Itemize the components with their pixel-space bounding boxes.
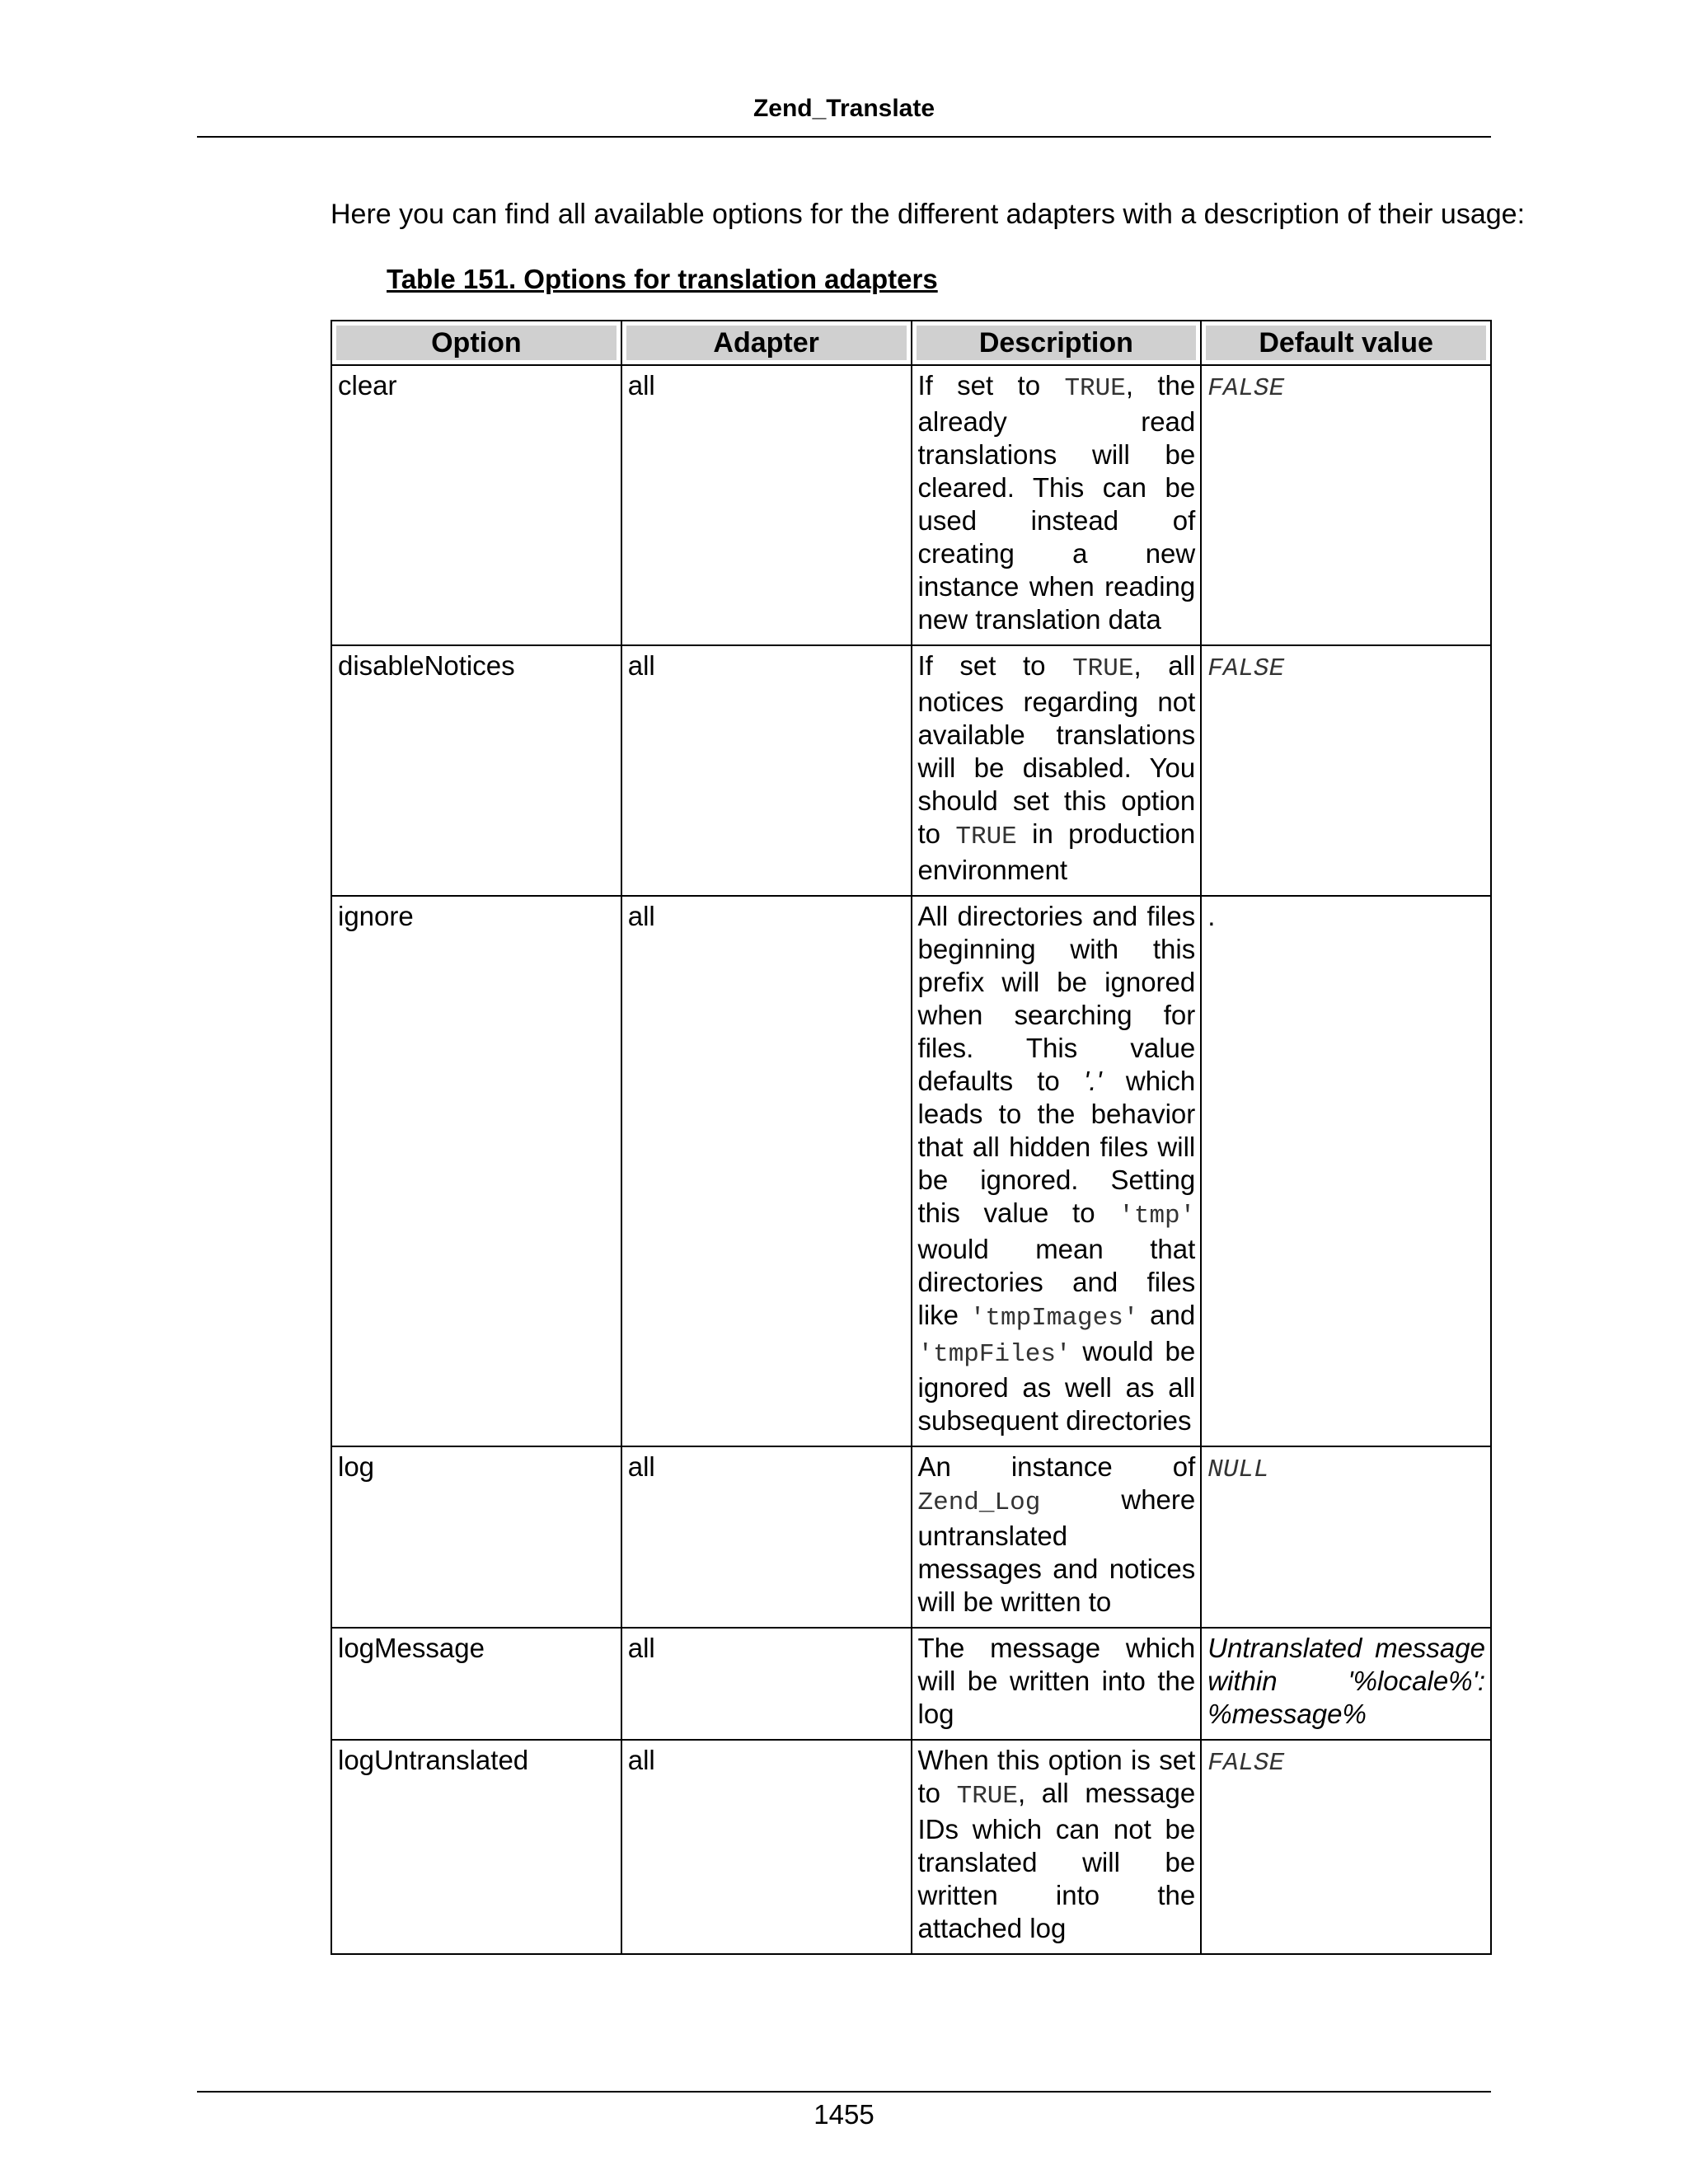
default-value-cell: .: [1201, 896, 1491, 1446]
option-cell: ignore: [331, 896, 621, 1446]
default-value-cell: NULL: [1201, 1446, 1491, 1628]
intro-paragraph: Here you can find all available options for the different adapters with a description of their usage:: [331, 199, 1526, 230]
description-cell: If set to TRUE, all notices regarding not available translations will be disabled. You should set this option to TRUE in production environment: [912, 645, 1202, 896]
table-row: [331, 365, 1491, 645]
description-cell: The message which will be written into the log: [912, 1628, 1202, 1740]
adapter-cell: all: [621, 365, 912, 645]
description-cell: All directories and files beginning with this prefix will be ignored when searching for files. This value defaults to '.' which leads to the behavior that all hidden files will be ignored. Setting this value to 'tmp' would mean that directories and files like 'tmpImages' and 'tmpFiles' would be ignored as well as all subsequent directories: [912, 896, 1202, 1446]
table-row: [331, 1446, 1491, 1628]
description-cell: An instance of Zend_Log where untranslated messages and notices will be written to: [912, 1446, 1202, 1628]
description-cell: If set to TRUE, the already read translations will be cleared. This can be used instead of creating a new instance when reading new translation data: [912, 365, 1202, 645]
adapter-cell: all: [621, 645, 912, 896]
table-caption: Table 151. Options for translation adapters: [387, 264, 938, 294]
option-cell: disableNotices: [331, 645, 621, 896]
table-row: [331, 1740, 1491, 1954]
table-row: [331, 1628, 1491, 1740]
adapter-cell: all: [621, 896, 912, 1446]
default-value-cell: FALSE: [1201, 365, 1491, 645]
default-value-cell: FALSE: [1201, 645, 1491, 896]
page-number: 1455: [814, 2099, 874, 2130]
table-row: [331, 645, 1491, 896]
footer-rule: [197, 2091, 1491, 2093]
adapter-cell: all: [621, 1446, 912, 1628]
option-cell: logMessage: [331, 1628, 621, 1740]
table-row: [331, 896, 1491, 1446]
option-cell: clear: [331, 365, 621, 645]
default-value-cell: Untranslated message within '%locale%': %message%: [1201, 1628, 1491, 1740]
column-header-description: Description: [912, 321, 1202, 365]
option-cell: log: [331, 1446, 621, 1628]
default-value-cell: FALSE: [1201, 1740, 1491, 1954]
adapter-cell: all: [621, 1740, 912, 1954]
adapter-cell: all: [621, 1628, 912, 1740]
option-cell: logUntranslated: [331, 1740, 621, 1954]
column-header-adapter: Adapter: [621, 321, 912, 365]
running-header: Zend_Translate: [753, 95, 935, 122]
description-cell: When this option is set to TRUE, all message IDs which can not be translated will be written into the attached log: [912, 1740, 1202, 1954]
table-header-row: [331, 321, 1491, 365]
column-header-default-value: Default value: [1201, 321, 1491, 365]
column-header-option: Option: [331, 321, 621, 365]
options-table: [331, 320, 1492, 1955]
header-rule: [197, 136, 1491, 138]
